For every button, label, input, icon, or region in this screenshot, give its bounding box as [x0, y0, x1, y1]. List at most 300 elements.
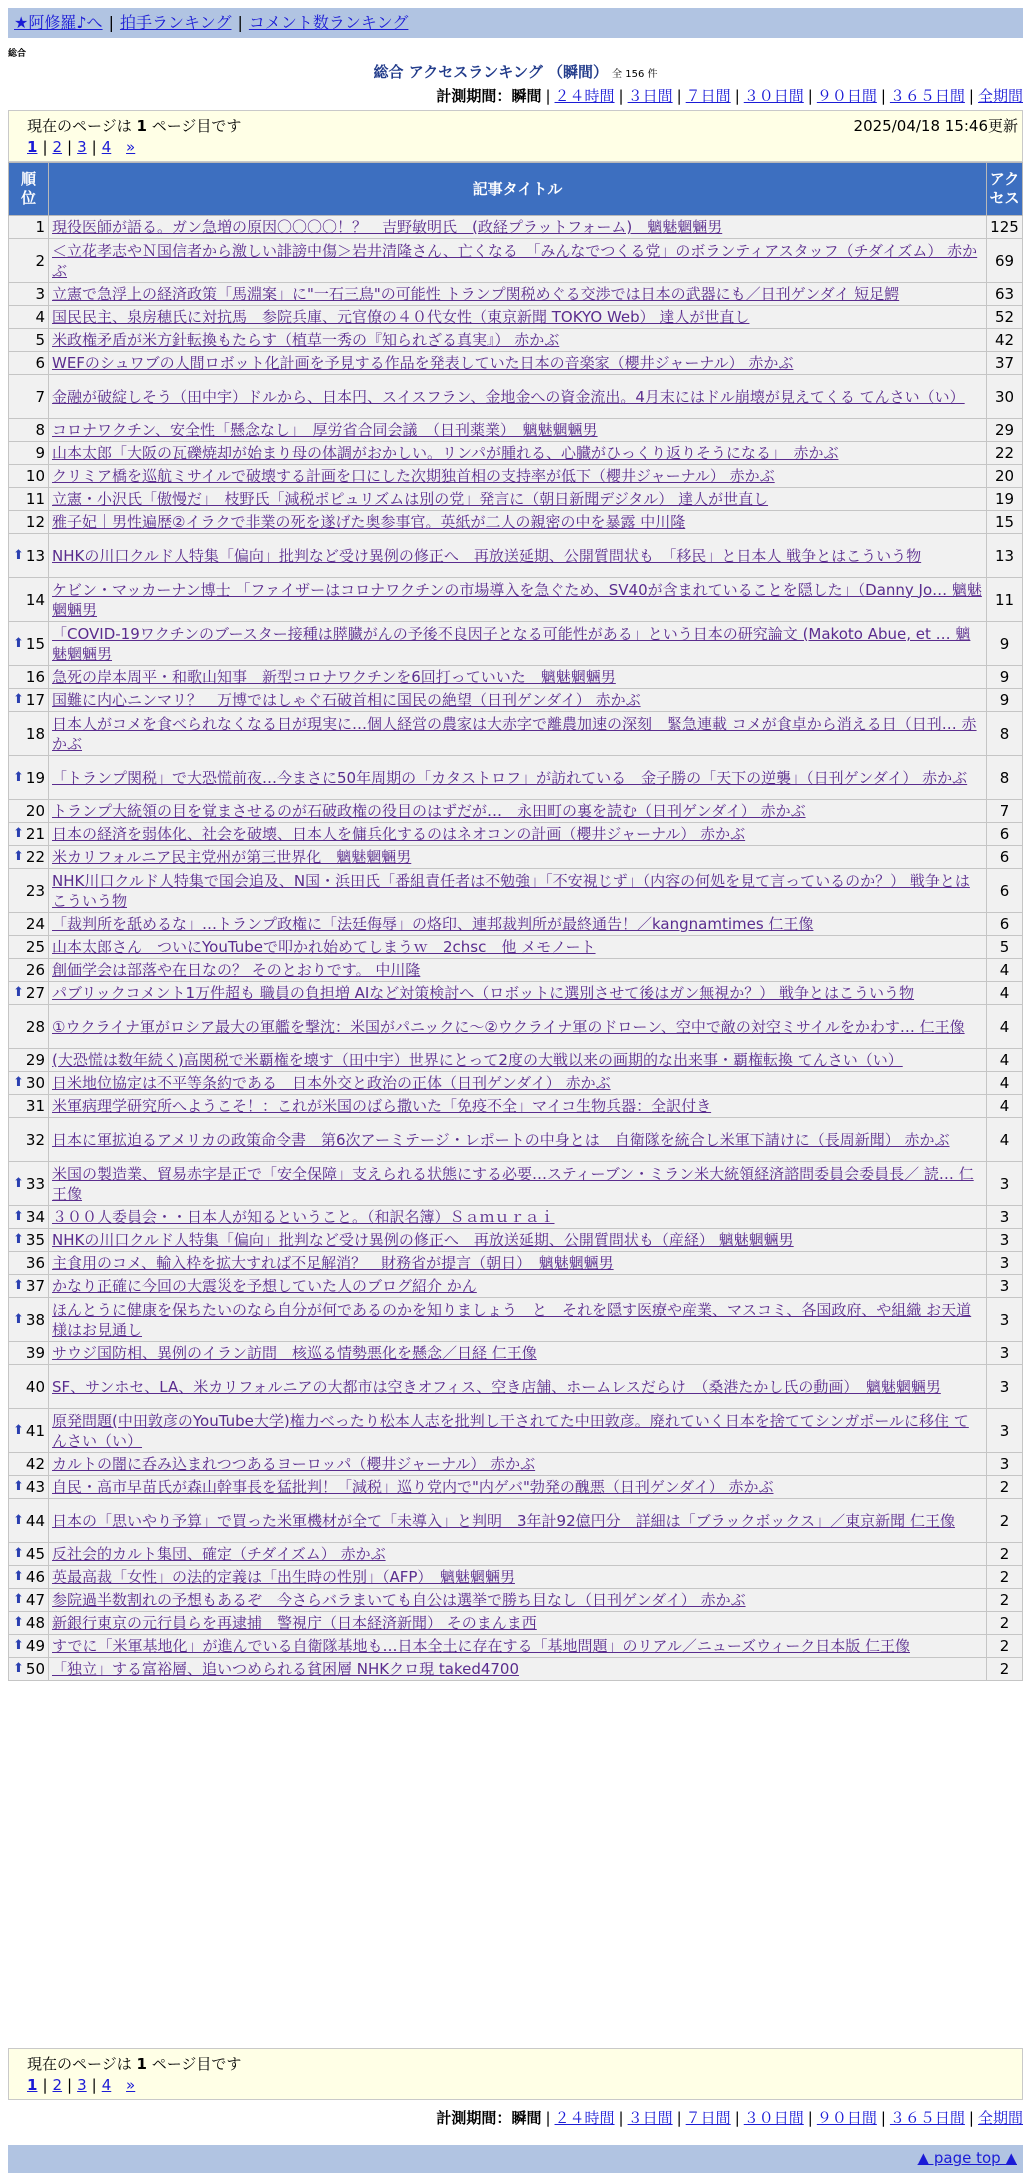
rank-cell — [9, 1658, 49, 1681]
rank-number: 10 — [25, 467, 45, 485]
access-count: 37 — [987, 352, 1023, 375]
access-count: 3 — [987, 1342, 1023, 1365]
title-cell — [49, 1275, 987, 1298]
access-count: 5 — [987, 936, 1023, 959]
table-row — [9, 488, 1023, 511]
period-link-4[interactable]: ９０日間 — [816, 87, 877, 105]
title-cell — [49, 1072, 987, 1095]
rank-number: 50 — [25, 1660, 45, 1678]
table-row — [9, 1476, 1023, 1499]
article-title-link[interactable]: 米軍病理学研究所へようこそ！：これが米国のばら撒いた「免疫不全」マイコ生物兵器：全訳付き — [52, 1097, 712, 1115]
table-header-row — [9, 163, 1023, 216]
period-link-5[interactable]: ３６５日間 — [889, 87, 965, 105]
period-separator: | — [734, 2109, 740, 2127]
table-row — [9, 1589, 1023, 1612]
title-cell — [49, 846, 987, 869]
pager-separator: | — [42, 2076, 48, 2094]
article-title-link[interactable]: 急死の岸本周平・和歌山知事 新型コロナワクチンを6回打っていいた 魑魅魍魎男 — [52, 668, 616, 686]
rank-number: 9 — [35, 444, 45, 462]
table-row — [9, 712, 1023, 756]
article-title-link[interactable]: 金融が破綻しそう（田中宇）ドルから、日本円、スイスフラン、金地金への資金流出。4月末にはドル崩壊が見えてくる てんさい（い） — [52, 387, 965, 406]
period-link-6[interactable]: 全期間 — [977, 2109, 1023, 2127]
access-count: 2 — [987, 1476, 1023, 1499]
pager-separator: | — [91, 2076, 97, 2094]
pager-separator: | — [91, 138, 97, 156]
rank-number: 48 — [25, 1614, 45, 1632]
period-link-2[interactable]: ７日間 — [685, 2109, 731, 2127]
article-title-link[interactable]: ３００人委員会・・日本人が知るということ。（和訳名簿）Ｓａｍｕｒａｉ — [52, 1208, 555, 1226]
article-title-link[interactable]: 「独立」する富裕層、追いつめられる貧困層 NHKクロ現 taked4700 — [52, 1660, 520, 1678]
access-count: 4 — [987, 982, 1023, 1005]
title-cell — [49, 1162, 987, 1206]
rank-number: 46 — [25, 1568, 45, 1586]
article-title-link[interactable]: 主食用のコメ、輸入枠を拡大すれば不足解消？ 財務省が提言（朝日） 魑魅魍魎男 — [52, 1254, 614, 1272]
page-title — [0, 62, 1031, 85]
pager-separator: | — [67, 2076, 73, 2094]
article-title-link[interactable]: クリミア橋を巡航ミサイルで破壊する計画を口にした次期独首相の支持率が低下（櫻井ジャーナル） 赤かぶ — [52, 467, 775, 485]
access-count: 2 — [987, 1543, 1023, 1566]
title-cell — [49, 913, 987, 936]
rank-cell — [9, 1229, 49, 1252]
up-arrow-icon: ⬆ — [13, 1075, 24, 1090]
title-cell — [49, 959, 987, 982]
table-row — [9, 823, 1023, 846]
article-title-link[interactable]: ケビン・マッカーナン博士 「ファイザーはコロナワクチンの市場導入を急ぐため、SV40が含まれていることを隠した」（Danny Jo… 魑魅魍魎男 — [52, 580, 982, 619]
rank-cell — [9, 869, 49, 913]
rank-cell — [9, 666, 49, 689]
rank-number: 43 — [25, 1478, 45, 1496]
article-title-link[interactable]: 日本に軍拡迫るアメリカの政策命令書 第6次アーミテージ・レポートの中身とは 自衛隊を統合し米軍下請けに（長周新聞） 赤かぶ — [52, 1130, 950, 1149]
rank-number: 15 — [25, 634, 45, 653]
title-cell — [49, 1049, 987, 1072]
up-arrow-icon: ⬆ — [13, 1209, 24, 1224]
up-arrow-icon: ⬆ — [13, 1661, 24, 1676]
access-count: 30 — [987, 375, 1023, 419]
period-separator: | — [807, 2109, 813, 2127]
title-cell — [49, 239, 987, 283]
article-title-link[interactable]: 「裁判所を舐めるな」…トランプ政権に「法廷侮辱」の烙印、連邦裁判所が最終通告！／kangnamtimes 仁王像 — [52, 915, 814, 933]
article-title-link[interactable]: SF、サンホセ、LA、米カリフォルニアの大都市は空きオフィス、空き店舗、ホームレスだらけ （桑港たかし氏の動画） 魑魅魍魎男 — [52, 1377, 941, 1396]
title-cell — [49, 1635, 987, 1658]
title-cell — [49, 216, 987, 239]
home-link[interactable]: ★阿修羅♪へ — [14, 13, 103, 32]
rank-number: 6 — [35, 354, 45, 372]
period-separator: | — [545, 2109, 551, 2127]
up-arrow-icon: ⬆ — [13, 1422, 24, 1438]
article-title-link[interactable]: 創価学会は部落や在日なの？ そのとおりです。 中川隆 — [52, 961, 421, 979]
pagination — [27, 138, 135, 156]
period-link-2[interactable]: ７日間 — [685, 87, 731, 105]
rank-number: 23 — [25, 881, 45, 900]
rank-cell — [9, 1252, 49, 1275]
table-row — [9, 1612, 1023, 1635]
page-link-3[interactable]: 3 — [77, 2076, 87, 2094]
access-count: 3 — [987, 1365, 1023, 1409]
rank-number: 11 — [25, 490, 45, 508]
rank-number: 39 — [25, 1344, 45, 1362]
page-link-4[interactable]: 4 — [101, 2076, 112, 2094]
period-label: 計測期間： — [436, 2109, 512, 2127]
article-title-link[interactable]: 雅子妃｜男性遍歴②イラクで非業の死を遂げた奥参事官。英紙が二人の親密の中を暴露 中川隆 — [52, 513, 686, 531]
table-row — [9, 982, 1023, 1005]
access-count: 9 — [987, 689, 1023, 712]
article-title-link[interactable]: かなり正確に今回の大震災を予想していた人のブログ紹介 かん — [52, 1277, 477, 1295]
rank-cell — [9, 283, 49, 306]
rank-number: 24 — [25, 915, 45, 933]
up-arrow-icon: ⬆ — [13, 1278, 24, 1293]
access-count: 11 — [987, 578, 1023, 622]
up-arrow-icon: ⬆ — [13, 1232, 24, 1247]
rank-number: 30 — [25, 1074, 45, 1092]
rank-number: 16 — [25, 668, 45, 686]
article-title-link[interactable]: 米国の製造業、貿易赤字是正で「安全保障」支えられる状態にする必要…スティーブン・ミラン米大統領経済諮問委員会委員長／ 読… 仁王像 — [52, 1164, 974, 1203]
title-cell — [49, 800, 987, 823]
period-link-5[interactable]: ３６５日間 — [889, 2109, 965, 2127]
table-row — [9, 846, 1023, 869]
title-cell — [49, 1589, 987, 1612]
rank-number: 3 — [35, 285, 45, 303]
rank-cell — [9, 306, 49, 329]
table-row — [9, 1365, 1023, 1409]
access-count: 3 — [987, 1298, 1023, 1342]
page-top-link[interactable]: ▲ page top ▲ — [917, 2149, 1017, 2167]
article-title-link[interactable]: ほんとうに健康を保ちたいのなら自分が何であるのかを知りましょう と それを隠す医療や産業、マスコミ、各国政府、や組織 お天道様はお見通し — [52, 1300, 972, 1339]
rank-number: 32 — [25, 1130, 45, 1149]
title-cell — [49, 869, 987, 913]
rank-cell — [9, 239, 49, 283]
title-cell — [49, 1005, 987, 1049]
updated-timestamp: 2025/04/18 15:46更新 — [853, 117, 1018, 135]
title-cell — [49, 1365, 987, 1409]
article-title-link[interactable]: NHKの川口クルド人特集「偏向」批判など受け異例の修正へ 再放送延期、公開質問状も 「移民」と日本人 戦争とはこういう物 — [52, 546, 922, 565]
rank-number: 40 — [25, 1377, 45, 1396]
rank-number: 7 — [35, 387, 45, 406]
table-row — [9, 306, 1023, 329]
article-title-link[interactable]: 立憲・小沢氏「傲慢だ」 枝野氏「減税ポピュリズムは別の党」発言に（朝日新聞デジタル） 達人が世直し — [52, 490, 769, 508]
rank-cell — [9, 1409, 49, 1453]
rank-number: 13 — [25, 546, 45, 565]
table-row — [9, 689, 1023, 712]
page-link-3[interactable]: 3 — [77, 138, 87, 156]
access-count: 52 — [987, 306, 1023, 329]
title-cell — [49, 823, 987, 846]
access-count: 4 — [987, 1072, 1023, 1095]
table-row — [9, 1095, 1023, 1118]
next-page-link[interactable]: » — [126, 2076, 136, 2094]
table-row — [9, 622, 1023, 666]
footer-bar — [8, 2145, 1023, 2173]
table-row — [9, 1118, 1023, 1162]
access-count: 42 — [987, 329, 1023, 352]
article-title-link[interactable]: WEFのシュワブの人間ロボット化計画を予見する作品を発表していた日本の音楽家（櫻井ジャーナル） 赤かぶ — [52, 354, 794, 372]
table-row — [9, 1566, 1023, 1589]
access-count: 15 — [987, 511, 1023, 534]
article-title-link[interactable]: ①ウクライナ軍がロシア最大の軍艦を撃沈：米国がパニックに～②ウクライナ軍のドローン、空中で敵の対空ミサイルをかわす… 仁王像 — [52, 1017, 965, 1036]
title-cell — [49, 1095, 987, 1118]
up-arrow-icon: ⬆ — [13, 826, 24, 841]
up-arrow-icon: ⬆ — [13, 1311, 24, 1327]
title-cell — [49, 1229, 987, 1252]
access-count: 4 — [987, 1005, 1023, 1049]
table-row — [9, 283, 1023, 306]
article-title-link[interactable]: ＜立花孝志やＮ国信者から激しい誹謗中傷＞岩井清隆さん、亡くなる 「みんなでつくる党」のボランティアスタッフ（チダイズム） 赤かぶ — [52, 241, 978, 280]
table-row — [9, 1206, 1023, 1229]
article-title-link[interactable]: カルトの闇に呑み込まれつつあるヨーロッパ（櫻井ジャーナル） 赤かぶ — [52, 1455, 536, 1473]
rank-cell — [9, 1118, 49, 1162]
article-title-link[interactable]: 自民・高市早苗氏が森山幹事長を猛批判！「減税」巡り党内で"内ゲバ"勃発の醜悪（日刊ゲンダイ） 赤かぶ — [52, 1478, 774, 1496]
period-current: 瞬間 — [511, 2109, 542, 2127]
article-title-link[interactable]: 米カリフォルニア民主党州が第三世界化 魑魅魍魎男 — [52, 848, 412, 866]
rank-number: 19 — [25, 768, 45, 787]
period-link-0[interactable]: ２４時間 — [554, 87, 615, 105]
rank-number: 12 — [25, 513, 45, 531]
title-cell — [49, 511, 987, 534]
up-arrow-icon: ⬆ — [13, 1615, 24, 1630]
title-cell — [49, 756, 987, 800]
rank-cell — [9, 1365, 49, 1409]
pager-spacer — [116, 138, 121, 156]
rank-number: 1 — [35, 218, 45, 236]
rank-number: 49 — [25, 1637, 45, 1655]
access-count: 4 — [987, 1049, 1023, 1072]
article-title-link[interactable]: 現役医師が語る。ガン急増の原因〇〇〇〇！？ 吉野敏明氏 (政経プラットフォーム) 魑魅魍魎男 — [52, 218, 723, 236]
rank-header — [9, 163, 49, 216]
article-title-link[interactable]: 山本太郎「大阪の瓦礫焼却が始まり母の体調がおかしい。リンパが腫れる、心臓がひっくり返りそうになる」 赤かぶ — [52, 444, 839, 462]
up-arrow-icon: ⬆ — [13, 849, 24, 864]
title-cell — [49, 689, 987, 712]
period-separator: | — [676, 2109, 682, 2127]
rank-cell — [9, 622, 49, 666]
article-title-link[interactable]: 国難に内心ニンマリ？ 万博ではしゃぐ石破首相に国民の絶望（日刊ゲンダイ） 赤かぶ — [52, 691, 641, 709]
rank-cell — [9, 712, 49, 756]
rank-cell — [9, 1049, 49, 1072]
access-header-label: アクセス — [989, 170, 1020, 207]
table-row — [9, 375, 1023, 419]
table-row — [9, 1229, 1023, 1252]
section-label: 総合 — [8, 49, 27, 59]
title-cell — [49, 1476, 987, 1499]
title-cell — [49, 352, 987, 375]
up-arrow-icon: ⬆ — [13, 1592, 24, 1607]
rank-cell — [9, 1635, 49, 1658]
article-title-link[interactable]: 参院過半数割れの予想もあるぞ 今さらバラまいても自公は選挙で勝ち目なし（日刊ゲンダイ） 赤かぶ — [52, 1591, 746, 1609]
article-title-link[interactable]: 日本の経済を弱体化、社会を破壊、日本人を傭兵化するのはネオコンの計画（櫻井ジャーナル） 赤かぶ — [52, 825, 746, 843]
rank-number: 18 — [25, 724, 45, 743]
access-count: 2 — [987, 1612, 1023, 1635]
article-title-link[interactable]: すでに「米軍基地化」が進んでいる自衛隊基地も…日本全土に存在する「基地問題」のリアル／ニューズウィーク日本版 仁王像 — [52, 1637, 910, 1655]
article-title-link[interactable]: コロナワクチン、安全性「懸念なし」 厚労省合同会議 （日刊薬業） 魑魅魍魎男 — [52, 421, 598, 439]
period-link-3[interactable]: ３０日間 — [743, 2109, 804, 2127]
rank-number: 38 — [25, 1310, 45, 1329]
nav-separator: | — [237, 13, 243, 32]
article-title-link[interactable]: 米政権矛盾が米方針転換もたらす（植草一秀の『知られざる真実』） 赤かぶ — [52, 331, 560, 349]
up-arrow-icon: ⬆ — [13, 1638, 24, 1653]
rank-number: 42 — [25, 1455, 45, 1473]
rank-number: 21 — [25, 825, 45, 843]
up-arrow-icon: ⬆ — [13, 635, 24, 651]
rank-cell — [9, 442, 49, 465]
pagination — [27, 2076, 135, 2094]
title-cell — [49, 329, 987, 352]
access-count: 22 — [987, 442, 1023, 465]
article-title-link[interactable]: 立憲で急浮上の経済政策「馬淵案」に"一石三鳥"の可能性 トランプ関税めぐる交渉では日本の武器にも／日刊ゲンダイ 短足鰐 — [52, 285, 900, 303]
page-link-2[interactable]: 2 — [52, 2076, 63, 2094]
table-row — [9, 869, 1023, 913]
table-row — [9, 1409, 1023, 1453]
rank-cell — [9, 1566, 49, 1589]
article-title-link[interactable]: 新銀行東京の元行員らを再逮捕 警視庁（日本経済新聞） そのまんま西 — [52, 1614, 537, 1632]
rank-number: 45 — [25, 1545, 45, 1563]
title-cell — [49, 488, 987, 511]
title-cell — [49, 375, 987, 419]
access-count: 3 — [987, 1206, 1023, 1229]
rank-cell — [9, 375, 49, 419]
article-title-link[interactable]: 原発問題(中田敦彦のYouTube大学)権力べったり松本人志を批判し干されてた中田敦彦。廃れていく日本を捨ててシンガポールに移住 てんさい（い） — [52, 1411, 969, 1450]
rank-cell — [9, 1095, 49, 1118]
article-title-link[interactable]: (大恐慌は数年続く)高関税で米覇権を壊す（田中宇）世界にとって2度の大戦以来の画期的な出来事・覇権転換 てんさい（い） — [52, 1051, 903, 1069]
rank-number: 2 — [35, 251, 45, 270]
rank-number: 20 — [25, 802, 45, 820]
current-page-number: 1 — [136, 2055, 147, 2073]
table-row — [9, 959, 1023, 982]
access-count: 6 — [987, 823, 1023, 846]
table-row — [9, 1072, 1023, 1095]
access-count: 9 — [987, 622, 1023, 666]
pager-separator: | — [67, 138, 73, 156]
table-row — [9, 534, 1023, 578]
article-title-link[interactable]: サウジ国防相、異例のイラン訪問 核巡る情勢悪化を懸念／日経 仁王像 — [52, 1344, 537, 1362]
title-cell — [49, 1566, 987, 1589]
current-page-prefix: 現在のページは — [27, 117, 137, 135]
article-title-link[interactable]: 日米地位協定は不平等条約である 日本外交と政治の正体（日刊ゲンダイ） 赤かぶ — [52, 1074, 611, 1092]
table-row — [9, 352, 1023, 375]
period-link-1[interactable]: ３日間 — [627, 2109, 673, 2127]
access-count: 3 — [987, 1162, 1023, 1206]
table-row — [9, 239, 1023, 283]
page-info-box-bottom — [8, 2048, 1023, 2100]
rank-number: 29 — [25, 1051, 45, 1069]
title-cell — [49, 1118, 987, 1162]
article-title-link[interactable]: NHK川口クルド人特集で国会追及、N国・浜田氏「番組責任者は不勉強」「不安視じず」（内容の何処を見て言っているのか？） 戦争とはこういう物 — [52, 871, 970, 910]
rank-number: 27 — [25, 984, 45, 1002]
comment-ranking-link[interactable]: コメント数ランキング — [248, 13, 409, 32]
table-row — [9, 1658, 1023, 1681]
page-link-4[interactable]: 4 — [101, 138, 112, 156]
table-row — [9, 511, 1023, 534]
table-row — [9, 666, 1023, 689]
up-arrow-icon: ⬆ — [13, 1546, 24, 1561]
pager-spacer — [116, 2076, 121, 2094]
rank-cell — [9, 846, 49, 869]
rank-cell — [9, 1499, 49, 1543]
article-title-link[interactable]: 国民民主、泉房穂氏に対抗馬 参院兵庫、元官僚の４０代女性（東京新聞 TOKYO Web） 達人が世直し — [52, 308, 750, 326]
title-cell — [49, 936, 987, 959]
current-page-text — [27, 115, 241, 136]
up-arrow-icon: ⬆ — [13, 1569, 24, 1584]
rank-cell — [9, 689, 49, 712]
period-link-4[interactable]: ９０日間 — [816, 2109, 877, 2127]
article-title-link[interactable]: NHKの川口クルド人特集「偏向」批判など受け異例の修正へ 再放送延期、公開質問状も（産経） 魑魅魍魎男 — [52, 1231, 794, 1249]
current-page-number: 1 — [136, 117, 147, 135]
next-page-link[interactable]: » — [126, 138, 136, 156]
page-info-box — [8, 110, 1023, 162]
table-row — [9, 442, 1023, 465]
up-arrow-icon: ⬆ — [13, 769, 24, 785]
article-title-link[interactable]: 「COVID-19ワクチンのブースター接種は膵臓がんの予後不良因子となる可能性がある」という日本の研究論文 (Makoto Abue, et … 魑魅魍魎男 — [52, 624, 971, 663]
rank-cell — [9, 1162, 49, 1206]
article-title-link[interactable]: パブリックコメント1万件超も 職員の負担増 AIなど対策検討へ（ロボットに選別させて後はガン無視か？） 戦争とはこういう物 — [52, 984, 915, 1002]
access-count: 29 — [987, 419, 1023, 442]
period-link-6[interactable]: 全期間 — [977, 87, 1023, 105]
rank-cell — [9, 1612, 49, 1635]
rank-number: 17 — [25, 691, 45, 709]
period-link-3[interactable]: ３０日間 — [743, 87, 804, 105]
access-count: 3 — [987, 1275, 1023, 1298]
rank-cell — [9, 913, 49, 936]
title-cell — [49, 1298, 987, 1342]
article-title-link[interactable]: 山本太郎さん ついにYouTubeで叩かれ始めてしまうｗ 2chsc 他 メモノート — [52, 938, 596, 956]
rank-number: 22 — [25, 848, 45, 866]
access-count: 2 — [987, 1499, 1023, 1543]
page-link-2[interactable]: 2 — [52, 138, 63, 156]
current-page-text — [27, 2053, 241, 2074]
rank-number: 44 — [25, 1511, 45, 1530]
title-cell — [49, 578, 987, 622]
table-row — [9, 216, 1023, 239]
period-link-0[interactable]: ２４時間 — [554, 2109, 615, 2127]
page-link-1[interactable]: 1 — [27, 138, 38, 156]
period-current: 瞬間 — [511, 87, 542, 105]
article-title-link[interactable]: 日本人がコメを食べられなくなる日が現実に…個人経営の農家は大赤字で離農加速の深刻 緊急連載 コメが食卓から消える日（日刊… 赤かぶ — [52, 714, 977, 753]
article-title-link[interactable]: 日本の「思いやり予算」で買った米軍機材が全て「未導入」と判明 3年計92億円分 詳細は「ブラックボックス」／東京新聞 仁王像 — [52, 1511, 955, 1530]
article-title-link[interactable]: 反社会的カルト集団、確定（チダイズム） 赤かぶ — [52, 1545, 386, 1563]
rank-number: 33 — [25, 1174, 45, 1193]
article-title-link[interactable]: トランプ大統領の目を覚まさせるのが石破政権の役目のはずだが… 永田町の裏を読む（日刊ゲンダイ） 赤かぶ — [52, 802, 806, 820]
title-cell — [49, 1409, 987, 1453]
ranking-title: 総合 アクセスランキング （瞬間） — [373, 63, 609, 81]
rank-number: 14 — [25, 590, 45, 609]
access-count: 3 — [987, 1409, 1023, 1453]
period-separator: | — [880, 87, 886, 105]
period-separator: | — [676, 87, 682, 105]
applause-ranking-link[interactable]: 拍手ランキング — [119, 13, 232, 32]
period-link-1[interactable]: ３日間 — [627, 87, 673, 105]
rank-cell — [9, 1206, 49, 1229]
page-link-1[interactable]: 1 — [27, 2076, 38, 2094]
table-row — [9, 578, 1023, 622]
article-title-link[interactable]: 「トランプ関税」で大恐慌前夜…今まさに50年周期の「カタストロフ」が訪れている 金子勝の「天下の逆襲」（日刊ゲンダイ） 赤かぶ — [52, 768, 968, 787]
rank-cell — [9, 329, 49, 352]
access-count: 3 — [987, 1252, 1023, 1275]
title-cell — [49, 1206, 987, 1229]
rank-header-label: 順位 — [20, 170, 36, 207]
rank-cell — [9, 534, 49, 578]
table-row — [9, 913, 1023, 936]
rank-cell — [9, 1298, 49, 1342]
access-count: 6 — [987, 846, 1023, 869]
rank-number: 25 — [25, 938, 45, 956]
table-row — [9, 1252, 1023, 1275]
table-row — [9, 1275, 1023, 1298]
up-arrow-icon: ⬆ — [13, 1479, 24, 1494]
title-cell — [49, 1543, 987, 1566]
table-row — [9, 1499, 1023, 1543]
rank-cell — [9, 1543, 49, 1566]
up-arrow-icon: ⬆ — [13, 692, 24, 707]
access-count: 4 — [987, 1118, 1023, 1162]
table-row — [9, 800, 1023, 823]
article-title-link[interactable]: 英最高裁「女性」の法的定義は「出生時の性別」（AFP） 魑魅魍魎男 — [52, 1568, 515, 1586]
